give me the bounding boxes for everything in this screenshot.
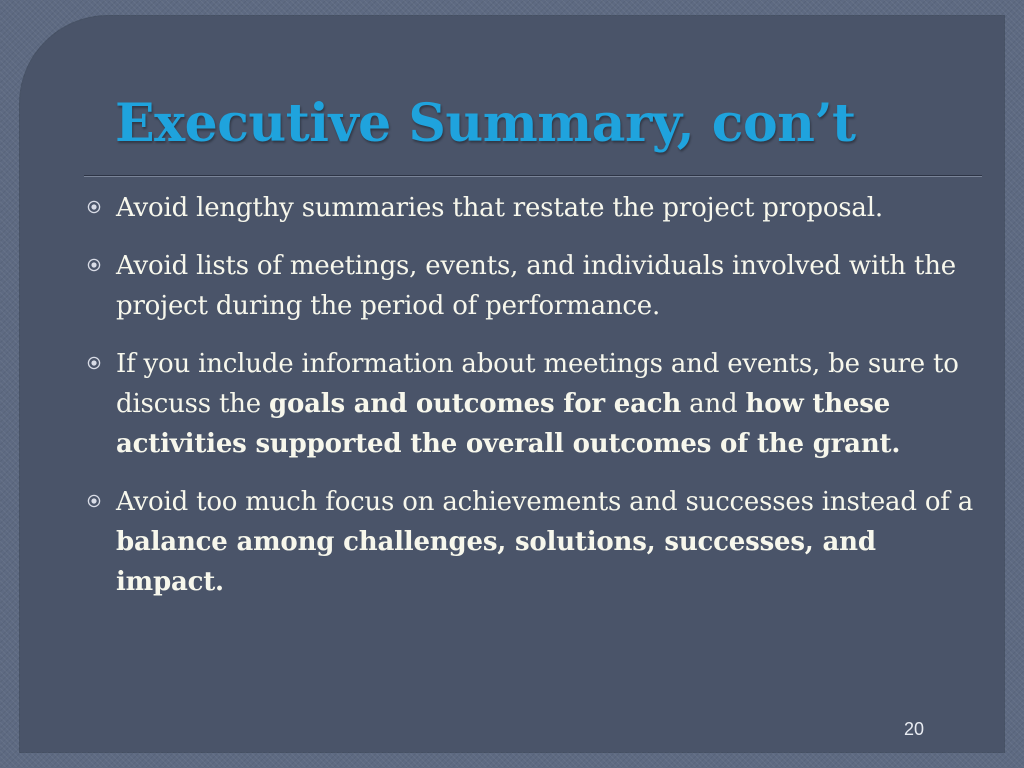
- bullet-text: [116, 251, 956, 321]
- circled-dot-icon: [87, 200, 101, 214]
- bullet-text: [116, 487, 973, 597]
- circled-dot-icon: [87, 356, 101, 370]
- circled-dot-icon: [87, 494, 101, 508]
- bullet-text-segment: and: [681, 389, 746, 419]
- bullet-item: [84, 482, 989, 602]
- bullet-text-segment: If you include information about meetings and events, be sure to discuss the: [116, 349, 959, 419]
- bullet-text-segment: Avoid lists of meetings, events, and individuals involved with the project during the period of performance.: [116, 251, 956, 321]
- circled-dot-icon: [87, 258, 101, 272]
- bullet-text-emphasis: balance among challenges, solutions, successes, and impact.: [116, 527, 876, 597]
- bullet-text-emphasis: how these activities supported the overall outcomes of the grant.: [116, 389, 901, 459]
- slide-title: Executive Summary, con’t: [115, 93, 856, 154]
- bullet-text: [116, 349, 959, 459]
- bullet-text-segment: Avoid too much focus on achievements and successes instead of a: [116, 487, 974, 517]
- bullet-list: [84, 188, 989, 620]
- bullet-item: [84, 246, 989, 326]
- bullet-text-emphasis: goals and outcomes for each: [269, 389, 682, 419]
- bullet-text-segment: Avoid lengthy summaries that restate the project proposal.: [116, 193, 883, 223]
- bullet-item: [84, 188, 989, 228]
- slide-number: 20: [903, 719, 924, 739]
- bullet-item: [84, 344, 989, 464]
- title-divider: [84, 175, 982, 177]
- slide-panel: [20, 16, 1004, 752]
- bullet-text: [116, 193, 883, 223]
